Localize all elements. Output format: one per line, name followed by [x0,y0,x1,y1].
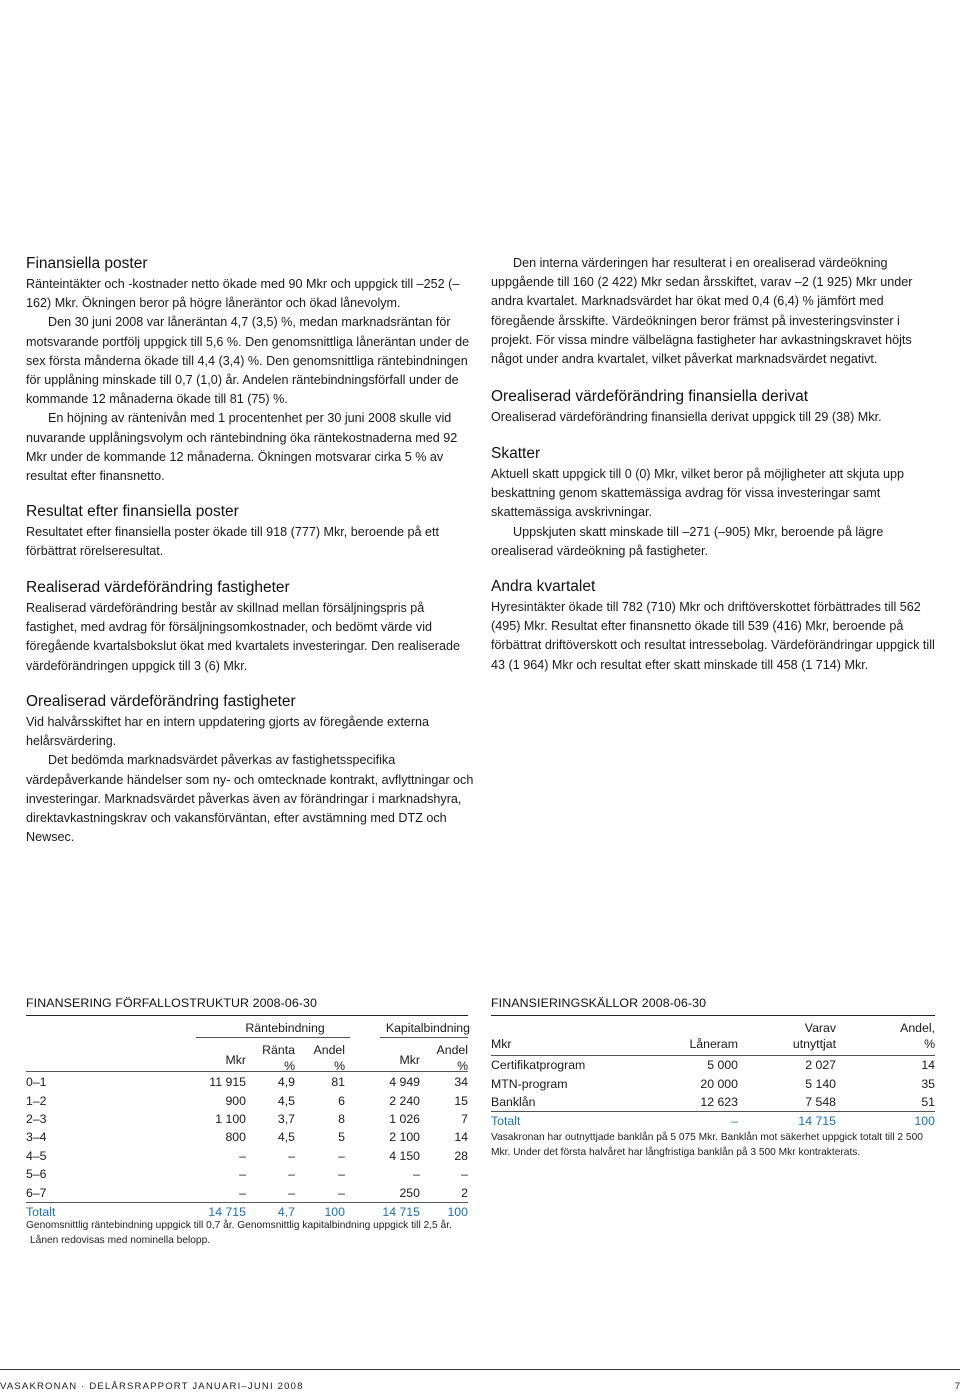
cell-value: 2 [461,1185,468,1200]
paragraph: Realiserad värdeförändring består av skillnad mellan försäljningspris på fastighet, med avdrag för försäljningsomkostnader, och bedömt värde vid föregående kvartalsbokslut ökat med kvartalets investeringar. Den realiserade värdeförändringen uppgick till 3 (6) Mkr. [26,601,461,673]
cell-value: 3,7 [277,1111,295,1126]
row-label: Totalt [491,1112,651,1131]
table-note: Genomsnittlig räntebindning uppgick till 0,7 år. Genomsnittlig kapitalbindning uppgick till 2,5 år. [26,1220,452,1231]
section-heading: Andra kvartalet [491,578,596,595]
paragraph: En höjning av räntenivån med 1 procentenhet per 30 juni 2008 skulle vid nuvarande upplåningsvolym och räntebindning öka räntekostnaderna med 92 Mkr under de kommande 12 månaderna. Ökningen motsvarar cirka 5 % av resultat efter finansnetto. [26,411,458,484]
cell-value: 5 140 [805,1076,836,1091]
paragraph: Det bedömda marknadsvärdet påverkas av fastighetsspecifika värdepåverkande händelser som ny- och omtecknade kontrakt, avflyttningar och investeringar. Marknadsvärdet påverkas även av förändringar i marknadshyra, direktavkastningskrav och vakansförväntan, efter avstämning med DTZ och Newsec. [26,753,474,845]
table-row [26,1073,468,1091]
paragraph: Aktuell skatt uppgick till 0 (0) Mkr, vilket beror på möjligheter att skjuta upp beskattning genom skattemässiga avdrag för vissa investeringar samt skattemässiga avskrivningar. [491,467,904,520]
col-header-andel-kapital: Andel % [436,1043,468,1073]
cell-value: 11 915 [209,1075,246,1090]
section-heading: Resultat efter finansiella poster [26,503,239,520]
table-title: FINANSERING FÖRFALLOSTRUKTUR 2008-06-30 [26,996,318,1010]
total-row [491,1112,935,1131]
cell-value: – [239,1148,246,1163]
cell-value: 28 [454,1148,468,1163]
cell-value: 7 [461,1111,468,1126]
cell-value: 2 100 [389,1130,420,1145]
table-row [491,1093,935,1112]
cell-value: – [461,1167,468,1182]
cell-value: 2 027 [805,1058,836,1073]
paragraph: Vid halvårsskiftet har en intern uppdatering gjorts av föregående externa helårsvärdering. [26,715,430,749]
cell-value: – [338,1185,345,1200]
cell-value: 4,5 [277,1130,295,1145]
table-row [26,1110,468,1128]
cell-value: 51 [921,1094,935,1109]
paragraph: Resultatet efter finansiella poster ökade till 918 (777) Mkr, beroende på ett förbättrat rörelseresultat. [26,525,440,559]
row-label: Certifikatprogram [491,1058,586,1073]
table-top-rule [491,1015,935,1016]
cell-value: 81 [331,1075,345,1090]
row-label: 5–6 [26,1167,47,1182]
cell-value: – [651,1112,738,1131]
row-label: 0–1 [26,1075,47,1090]
cell-value: 14 [454,1130,468,1145]
cell-value: 1 026 [389,1111,420,1126]
section-orealiserad-derivat [491,387,939,427]
paragraph: Ränteintäkter och -kostnader netto ökade med 90 Mkr och uppgick till –252 (–162) Mkr. Ökningen beror på högre låneräntor och ökad lånevolym. [26,277,460,311]
col-header-mkr-kapital: Mkr [399,1053,420,1067]
table-row [491,1074,935,1092]
cell-value: 7 548 [805,1094,836,1109]
cell-value: 14 715 [738,1112,836,1131]
cell-value: 4 949 [389,1075,420,1090]
section-realiserad-vardeforandring [26,578,474,676]
cell-value: 900 [225,1093,246,1108]
section-intern-vardering [491,254,939,369]
table-row [26,1147,468,1165]
footer-rule [0,1369,960,1370]
table-row [26,1183,468,1202]
paragraph: Den 30 juni 2008 var låneräntan 4,7 (3,5) %, medan marknadsräntan för motsvarande portfölj uppgick till 5,6 %. Den genomsnittliga låneräntan under de sex första månderna ökade till 4,4 (3,4) %. Den genomsnittliga räntebindningen för upplåning minskade till 0,7 (1,0) år. Andelen räntebindningsförfall under de kommande 12 månaderna ökade till 81 (75) %. [26,315,470,407]
data-table [26,1073,468,1221]
cell-value: 34 [454,1075,468,1090]
section-heading: Orealiserad värdeförändring finansiella derivat [491,388,809,405]
col-header-andel: Andel % [313,1043,345,1073]
group-header-rantebindning: Räntebindning [245,1021,325,1035]
cell-value: 4,5 [277,1093,295,1108]
section-heading: Orealiserad värdeförändring fastigheter [26,693,296,710]
table-row [26,1165,468,1183]
section-skatter [491,444,939,561]
cell-value: 100 [836,1112,935,1131]
section-orealiserad-vardeforandring-fastigheter [26,692,474,847]
row-label: 3–4 [26,1130,47,1145]
cell-value: – [239,1167,246,1182]
paragraph: Uppskjuten skatt minskade till –271 (–905) Mkr, beroende på lägre orealiserad värdeökning på fastigheter. [491,524,884,558]
cell-value: 12 623 [700,1094,738,1109]
row-label: 4–5 [26,1148,47,1163]
row-label: MTN-program [491,1076,568,1091]
cell-value: – [413,1167,420,1182]
cell-value: – [288,1148,295,1163]
group-underline [196,1037,350,1038]
cell-value: 4 150 [389,1148,420,1163]
row-label: Totalt [26,1202,86,1221]
cell-value: 14 715 [86,1202,246,1221]
col-header-mkr: Mkr [491,1037,512,1051]
cell-value: 35 [921,1076,935,1091]
page-number: 7 [954,1381,960,1392]
data-table [491,1056,935,1131]
col-header-ranta: Ränta % [262,1043,295,1073]
col-header-mkr: Mkr [225,1053,246,1067]
cell-value: 8 [338,1111,345,1126]
cell-value: 14 715 [345,1202,420,1221]
section-heading: Finansiella poster [26,255,148,272]
cell-value: 250 [399,1185,420,1200]
header-rule [26,1071,468,1072]
cell-value: 20 000 [700,1076,738,1091]
cell-value: 14 [921,1058,935,1073]
cell-value: 4,9 [277,1075,295,1090]
cell-value: 5 000 [707,1058,738,1073]
row-label: 2–3 [26,1111,47,1126]
cell-value: – [338,1167,345,1182]
section-andra-kvartalet [491,577,939,675]
footer-title: VASAKRONAN · DELÅRSRAPPORT JANUARI–JUNI 2008 [0,1381,304,1392]
table-note: Lånen redovisas med nominella belopp. [30,1235,211,1246]
group-header-kapitalbindning: Kapitalbindning [385,1021,470,1035]
section-resultat-efter-finansiella-poster [26,502,474,561]
section-heading: Realiserad värdeförändring fastigheter [26,579,290,596]
table-row [26,1091,468,1109]
col-header-laneram: Låneram [689,1037,738,1051]
section-finansiella-poster [26,254,474,486]
section-heading: Skatter [491,445,541,462]
cell-value: 100 [420,1202,468,1221]
cell-value: – [288,1167,295,1182]
paragraph: Orealiserad värdeförändring finansiella derivat uppgick till 29 (38) Mkr. [491,410,882,424]
table-row [26,1128,468,1146]
paragraph: Den interna värderingen har resulterat i en orealiserad värdeökning uppgående till 160 (2 422) Mkr sedan årsskiftet, varav –2 (1 925) Mkr under andra kvartalet. Marknadsvärdet har ökat med 0,4 (6,4) % jämfört med föregående årsskifte. Värdeökningen beror främst på investeringsvinster i projekt. För vissa mindre välbelägna fastigheter har avkastningskravet höjts något under andra kvartalet, vilket påverkat marknadsvärdet negativt. [491,256,913,367]
cell-value: 4,7 [246,1202,295,1221]
cell-value: 1 100 [215,1111,246,1126]
cell-value: – [239,1185,246,1200]
col-header-varav-utnyttjat: Varav utnyttjat [792,1021,836,1051]
table-note: Vasakronan har outnyttjade banklån på 5 075 Mkr. Banklån mot säkerhet uppgick totalt till 2 500 Mkr. Under det första halvåret har långfristiga banklån på 3 500 Mkr kontrakterats. [491,1132,923,1158]
table-row [491,1056,935,1074]
paragraph: Hyresintäkter ökade till 782 (710) Mkr och driftöverskottet förbättrades till 562 (495) Mkr. Resultat efter finansnetto ökade till 539 (416) Mkr, beroende på förbättrat driftöverskott och resultat intressebolag. Värdeförändringar uppgick till 43 (1 964) Mkr och resultat efter skatt minskade till 458 (1 714) Mkr. [491,600,935,672]
row-label: Banklån [491,1094,536,1109]
col-header-andel: Andel, % [900,1021,935,1051]
cell-value: – [288,1185,295,1200]
cell-value: 2 240 [389,1093,420,1108]
cell-value: 5 [338,1130,345,1145]
cell-value: 800 [225,1130,246,1145]
cell-value: 15 [454,1093,468,1108]
table-top-rule [26,1015,468,1016]
cell-value: 6 [338,1093,345,1108]
row-label: 1–2 [26,1093,47,1108]
cell-value: – [338,1148,345,1163]
row-label: 6–7 [26,1185,47,1200]
group-underline [380,1037,468,1038]
cell-value: 100 [295,1202,345,1221]
table-title: FINANSIERINGSKÄLLOR 2008-06-30 [491,996,707,1010]
